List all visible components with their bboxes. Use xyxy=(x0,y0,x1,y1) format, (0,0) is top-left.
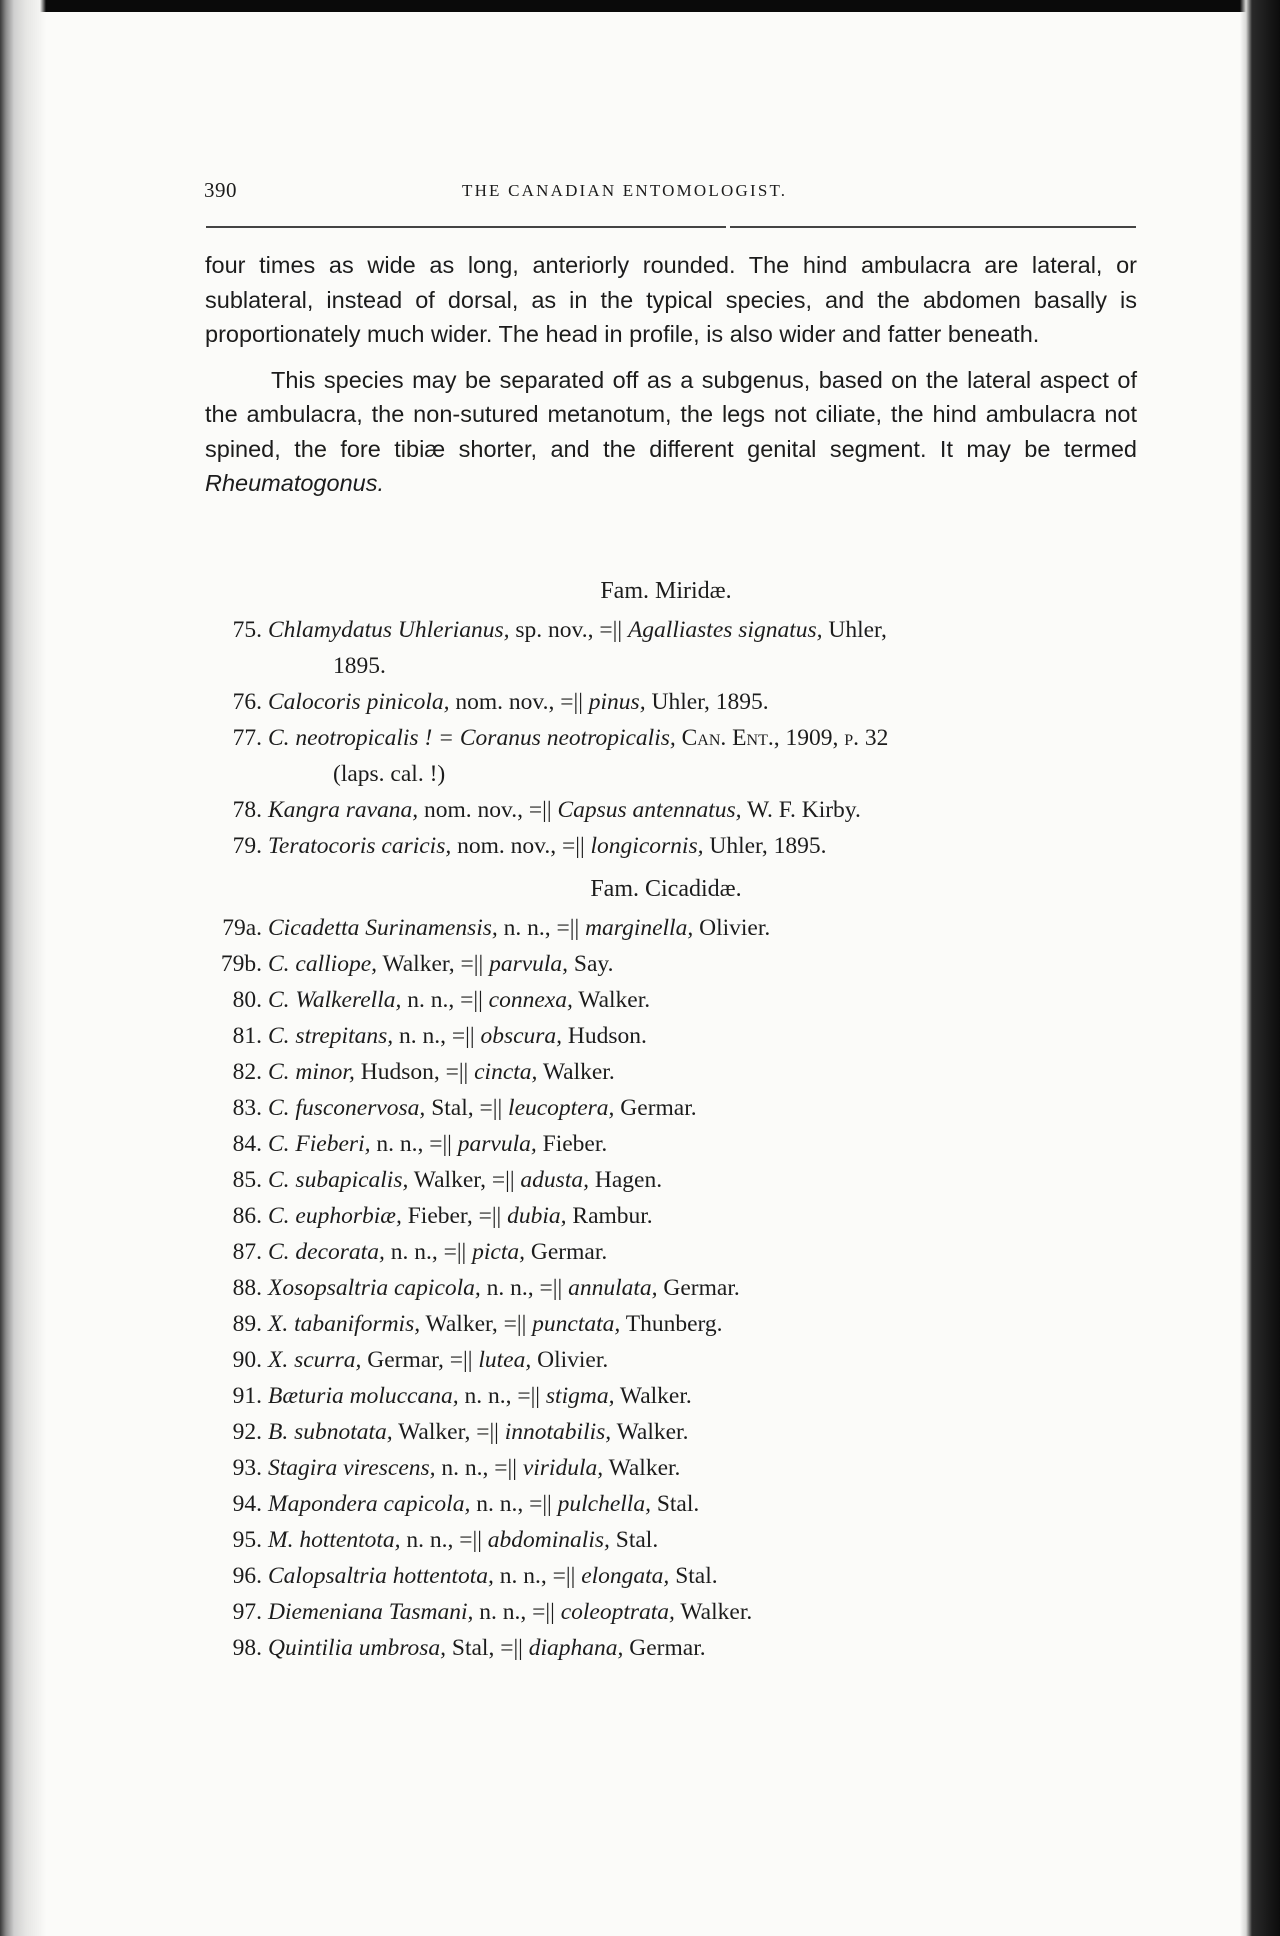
synonym-name: diaphana, xyxy=(528,1635,624,1661)
species-entry xyxy=(196,1414,1156,1450)
entry-text xyxy=(268,828,1156,864)
paragraph-2 xyxy=(205,363,1137,501)
entry-text xyxy=(268,1198,1156,1234)
synonym-name: coleoptrata, xyxy=(560,1599,675,1625)
synonymy-note: Stal, =|| xyxy=(446,1635,529,1661)
entry-text xyxy=(268,1234,1156,1270)
species-name: B. subnotata, xyxy=(268,1419,393,1445)
species-name: Calocoris pinicola, xyxy=(268,689,450,715)
entry-continuation: 1895. xyxy=(333,653,386,679)
synonym-name: longicornis, xyxy=(590,833,704,859)
species-entry xyxy=(196,1234,1156,1270)
species-name: Xosopsaltria capicola, xyxy=(268,1275,481,1301)
author-citation: Fieber. xyxy=(536,1131,608,1157)
entry-text xyxy=(268,1018,1156,1054)
species-name: C. calliope, xyxy=(268,951,377,977)
paragraph-1: four times as wide as long, anteriorly rounded. The hind ambulacra are lateral, or sublateral, instead of dorsal, as in the typical species, and the abdomen basally is proportionately much wider. The head in profile, is also wider and fatter beneath. xyxy=(205,252,1137,347)
synonymy-note: nom. nov., =|| xyxy=(449,689,589,715)
synonym-name: pinus, xyxy=(588,689,646,715)
author-citation: Stal. xyxy=(669,1563,718,1589)
entry-number: 93. xyxy=(232,1455,262,1481)
species-entry xyxy=(196,612,1156,684)
synonymy-note: n. n., =|| xyxy=(384,1239,473,1265)
entry-number: 87. xyxy=(232,1239,262,1265)
species-entry xyxy=(196,1306,1156,1342)
synonymy-note: n. n., =|| xyxy=(370,1131,458,1157)
family-heading: Fam. Cicadidæ. xyxy=(590,876,742,902)
entry-text xyxy=(268,612,1156,648)
synonym-name: abdominalis, xyxy=(487,1527,610,1553)
synonymy-note: Walker, =|| xyxy=(392,1419,505,1445)
family-heading: Fam. Miridæ. xyxy=(600,578,732,604)
header-rule xyxy=(206,226,1136,228)
entry-text xyxy=(268,982,1156,1018)
entry-number: 86. xyxy=(232,1203,262,1229)
synonymy-note: n. n., =|| xyxy=(480,1275,569,1301)
entry-text xyxy=(268,1342,1156,1378)
entry-number: 89. xyxy=(232,1311,262,1337)
entry-text xyxy=(268,1126,1156,1162)
entry-number: 83. xyxy=(232,1095,262,1121)
author-citation: Thunberg. xyxy=(620,1311,723,1337)
species-entry xyxy=(196,792,1156,828)
author-citation: W. F. Kirby. xyxy=(741,797,861,823)
synonymy-note: n. n., =|| xyxy=(497,915,586,941)
species-entry xyxy=(196,1450,1156,1486)
author-citation: Uhler, xyxy=(822,617,887,643)
synonym-name: parvula, xyxy=(489,951,569,977)
species-name: Bæturia moluccana, xyxy=(268,1383,459,1409)
entry-number: 76. xyxy=(232,689,262,715)
running-head xyxy=(204,178,1138,208)
species-name: C. Fieberi, xyxy=(268,1131,371,1157)
entry-number: 98. xyxy=(232,1635,262,1661)
entry-text xyxy=(268,1630,1156,1666)
species-name: Quintilia umbrosa, xyxy=(268,1635,447,1661)
body-text xyxy=(205,248,1137,501)
entry-text xyxy=(268,1090,1156,1126)
entry-text xyxy=(268,1270,1156,1306)
synonymy-note: nom. nov., =|| xyxy=(451,833,591,859)
entry-text xyxy=(268,1414,1156,1450)
entry-text xyxy=(268,1522,1156,1558)
entry-text xyxy=(268,946,1156,982)
synonymy-note: sp. nov., =|| xyxy=(509,617,628,643)
species-name: X. scurra, xyxy=(268,1347,362,1373)
entry-text xyxy=(268,1486,1156,1522)
synonym-name: parvula, xyxy=(457,1131,537,1157)
entry-text xyxy=(268,1450,1156,1486)
synonymy-note: n. n., =|| xyxy=(458,1383,546,1409)
synonym-name: pulchella, xyxy=(557,1491,651,1517)
species-name: Chlamydatus Uhlerianus, xyxy=(268,617,510,643)
entry-number: 92. xyxy=(232,1419,262,1445)
species-name: Cicadetta Surinamensis, xyxy=(268,915,498,941)
species-name: C. decorata, xyxy=(268,1239,385,1265)
synonymy-note: Walker, =|| xyxy=(377,951,490,977)
author-citation: Walker. xyxy=(572,987,651,1013)
synonym-name: cincta, xyxy=(474,1059,538,1085)
entry-number: 78. xyxy=(232,797,262,823)
author-citation: Stal. xyxy=(609,1527,659,1553)
species-entry xyxy=(196,828,1156,864)
species-entry xyxy=(196,1342,1156,1378)
species-entry xyxy=(196,1162,1156,1198)
entry-number: 84. xyxy=(232,1131,262,1157)
entry-number: 81. xyxy=(232,1023,262,1049)
species-entry xyxy=(196,1378,1156,1414)
species-entry xyxy=(196,982,1156,1018)
author-citation: Say. xyxy=(568,951,614,977)
synonym-name: punctata, xyxy=(532,1311,621,1337)
synonym-name: annulata, xyxy=(568,1275,658,1301)
synonymy-note: n. n., =|| xyxy=(470,1491,558,1517)
species-name: Diemeniana Tasmani, xyxy=(268,1599,474,1625)
synonymy-note: nom. nov., =|| xyxy=(418,797,558,823)
author-citation: Walker. xyxy=(537,1059,615,1085)
entry-text xyxy=(268,684,1156,720)
species-entry xyxy=(196,1630,1156,1666)
synonymy-note: n. n., =|| xyxy=(435,1455,523,1481)
synonym-name: Capsus antennatus, xyxy=(557,797,742,823)
species-name: Stagira virescens, xyxy=(268,1455,436,1481)
species-entry xyxy=(196,1018,1156,1054)
entry-number: 82. xyxy=(232,1059,262,1085)
author-citation: Olivier. xyxy=(693,915,771,941)
author-citation: Germar. xyxy=(525,1239,608,1265)
species-entry xyxy=(196,684,1156,720)
journal-title: THE CANADIAN ENTOMOLOGIST. xyxy=(462,181,788,200)
paragraph-2-text: This species may be separated off as a subgenus, based on the lateral aspect of the ambulacra, the non-sutured metanotum, the legs not ciliate, the hind ambulacra not spined, the fore tibiæ shorter, and the different genital segment. It may be termed xyxy=(205,366,1137,462)
species-name: Calopsaltria hottentota, xyxy=(268,1563,494,1589)
entry-text xyxy=(268,1378,1156,1414)
entry-text xyxy=(268,1558,1156,1594)
synonymy-note: n. n., =|| xyxy=(493,1563,582,1589)
author-citation: Germar. xyxy=(614,1095,697,1121)
author-citation: Stal. xyxy=(650,1491,700,1517)
species-list xyxy=(196,574,1156,1666)
page-number: 390 xyxy=(204,178,237,202)
synonymy-note: Walker, =|| xyxy=(408,1167,521,1193)
species-entry xyxy=(196,1594,1156,1630)
species-entry xyxy=(196,910,1156,946)
synonymy-note: Stal, =|| xyxy=(425,1095,509,1121)
species-entry xyxy=(196,1054,1156,1090)
entry-number: 79. xyxy=(232,833,262,859)
author-citation: Walker. xyxy=(674,1599,753,1625)
species-name: C. subapicalis, xyxy=(268,1167,409,1193)
entry-number: 79a. xyxy=(222,915,262,941)
species-name: Teratocoris caricis, xyxy=(268,833,452,859)
species-name: C. strepitans, xyxy=(268,1023,394,1049)
synonym-name: viridula, xyxy=(522,1455,604,1481)
synonymy-note: n. n., =|| xyxy=(401,987,489,1013)
entry-number: 85. xyxy=(232,1167,262,1193)
entry-text xyxy=(268,792,1156,828)
species-name: C. neotropicalis ! = Coranus neotropicalis, xyxy=(268,725,676,751)
author-citation: Uhler, 1895. xyxy=(645,689,769,715)
species-name: X. tabaniformis, xyxy=(268,1311,421,1337)
synonym-name: connexa, xyxy=(488,987,573,1013)
entry-number: 79b. xyxy=(220,951,262,977)
entry-number: 75. xyxy=(232,617,262,643)
species-name: Kangra ravana, xyxy=(268,797,419,823)
synonym-name: dubia, xyxy=(507,1203,567,1229)
synonymy-note: n. n., =|| xyxy=(473,1599,561,1625)
species-entry xyxy=(196,1198,1156,1234)
synonym-name: elongata, xyxy=(581,1563,670,1589)
synonym-name: picta, xyxy=(472,1239,526,1265)
entry-number: 77. xyxy=(232,725,262,751)
species-entry xyxy=(196,720,1156,792)
author-citation: Uhler, 1895. xyxy=(703,833,827,859)
entry-text xyxy=(268,1054,1156,1090)
species-entry xyxy=(196,1090,1156,1126)
synonym-name: stigma, xyxy=(545,1383,615,1409)
synonymy-note: n. n., =|| xyxy=(400,1527,488,1553)
header-rule-gap xyxy=(726,224,730,230)
synonymy-note: n. n., =|| xyxy=(393,1023,481,1049)
author-citation: Walker. xyxy=(614,1383,692,1409)
author-citation: Germar. xyxy=(657,1275,740,1301)
species-name: C. minor, xyxy=(268,1059,355,1085)
species-name: C. Walkerella, xyxy=(268,987,402,1013)
entry-number: 95. xyxy=(232,1527,262,1553)
synonym-name: obscura, xyxy=(480,1023,563,1049)
author-citation: Germar. xyxy=(623,1635,706,1661)
entry-number: 88. xyxy=(232,1275,262,1301)
synonymy-note: Germar, =|| xyxy=(361,1347,479,1373)
synonym-name: innotabilis, xyxy=(504,1419,612,1445)
author-citation: Rambur. xyxy=(566,1203,653,1229)
entry-number: 90. xyxy=(232,1347,262,1373)
species-entry xyxy=(196,1270,1156,1306)
synonym-name: lutea, xyxy=(478,1347,532,1373)
synonym-name: Agalliastes signatus, xyxy=(627,617,823,643)
author-citation: Can. Ent., 1909, p. 32 xyxy=(681,725,889,751)
entry-text xyxy=(268,910,1156,946)
author-citation: Walker. xyxy=(603,1455,681,1481)
author-citation: Walker. xyxy=(611,1419,689,1445)
species-name: C. euphorbiæ, xyxy=(268,1203,402,1229)
entry-number: 91. xyxy=(232,1383,262,1409)
species-entry xyxy=(196,1522,1156,1558)
synonymy-note: Hudson, =|| xyxy=(354,1059,475,1085)
entry-number: 97. xyxy=(232,1599,262,1625)
synonymy-note: Walker, =|| xyxy=(420,1311,533,1337)
entry-number: 96. xyxy=(232,1563,262,1589)
synonym-name: marginella, xyxy=(585,915,694,941)
synonym-name: leucoptera, xyxy=(508,1095,615,1121)
author-citation: Olivier. xyxy=(531,1347,609,1373)
species-entry xyxy=(196,1126,1156,1162)
entry-number: 94. xyxy=(232,1491,262,1517)
species-name: C. fusconervosa, xyxy=(268,1095,426,1121)
species-entry xyxy=(196,946,1156,982)
entry-number: 80. xyxy=(232,987,262,1013)
species-name: M. hottentota, xyxy=(268,1527,401,1553)
species-name: Mapondera capicola, xyxy=(268,1491,471,1517)
author-citation: Hagen. xyxy=(588,1167,663,1193)
species-entry xyxy=(196,1558,1156,1594)
synonymy-note: Fieber, =|| xyxy=(401,1203,508,1229)
entry-continuation: (laps. cal. !) xyxy=(333,761,446,787)
author-citation: Hudson. xyxy=(562,1023,647,1049)
subgenus-name: Rheumatogonus. xyxy=(205,470,384,496)
entry-text xyxy=(268,720,1156,756)
synonym-name: adusta, xyxy=(520,1167,589,1193)
entry-text xyxy=(268,1162,1156,1198)
entry-text xyxy=(268,1306,1156,1342)
entry-text xyxy=(268,1594,1156,1630)
species-entry xyxy=(196,1486,1156,1522)
